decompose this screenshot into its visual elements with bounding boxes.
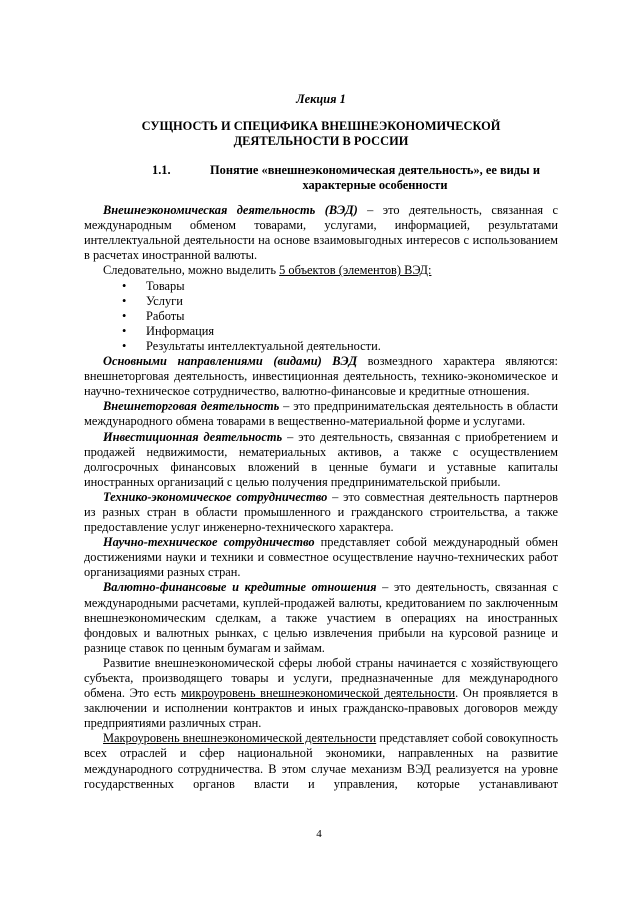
bullet-icon: •	[122, 338, 127, 353]
term-tech-economic: Технико-экономическое сотрудничество	[103, 489, 328, 504]
paragraph-text: представляет собой совокупность всех отраслей и сфер национальной экономики, направленных на развитие международного сотрудничества. В этом случае механизм ВЭД реализуется на уровне государственных органов власти и управления, которые устанавливают	[84, 731, 558, 791]
paragraph-investment	[84, 430, 558, 490]
paragraph-foreign-trade	[84, 399, 558, 429]
chapter-title-line-2: ДЕЯТЕЛЬНОСТИ В РОССИИ	[233, 134, 409, 149]
list-item	[84, 309, 558, 324]
list-item	[84, 279, 558, 294]
page-number: 4	[316, 828, 322, 840]
paragraph-macro-level	[84, 731, 558, 791]
paragraph-sci-tech	[84, 535, 558, 580]
paragraph-text: возмездного характера являются: внешнеторговая деятельность, инвестиционная деятельность, технико-экономическое и научно-техническое сотрудничество, валютно-финансовые и кредитные отношения.	[84, 354, 558, 399]
term-investment: Инвестиционная деятельность	[103, 429, 283, 444]
term-foreign-trade: Внешнеторговая деятельность	[103, 399, 280, 414]
term-directions: Основными направлениями (видами) ВЭД	[103, 354, 358, 369]
paragraph-text: . Он проявляется в заключении и исполнении контрактов и иных гражданско-правовых договоров между предприятиями различных стран.	[84, 686, 559, 731]
page-content	[84, 92, 558, 792]
section-title-line-1: Понятие «внешнеэкономическая деятельность», ее виды и	[210, 163, 540, 178]
underlined-macro-level: Макроуровень внешнеэкономической деятельности	[103, 731, 377, 746]
list-item	[84, 294, 558, 309]
paragraph-text: – это деятельность, связанная с международными расчетами, куплей-продажей валюты, кредитованием по заключенным внешнеэкономическим сделкам, а также участием в операциях на иностранных фондовых и валютных рынках, с целью извлечения прибыли на курсовой разнице и разнице ставок по ценным бумагам и займам.	[84, 580, 558, 655]
lecture-heading: Лекция 1	[296, 92, 346, 106]
bullet-icon: •	[122, 308, 127, 323]
list-item	[84, 324, 558, 339]
list-item-text: Работы	[146, 308, 185, 323]
term-currency-finance: Валютно-финансовые и кредитные отношения	[103, 580, 377, 595]
paragraph-text: – это деятельность, связанная с приобретением и продажей недвижимости, нематериальных активов, а также с осуществлением долгосрочных финансовых вложений в ценные бумаги и уставные капиталы иностранных организаций с целью получения предпринимательской прибыли.	[84, 429, 558, 489]
list-item-text: Информация	[146, 323, 215, 338]
paragraph-text: Следовательно, можно выделить	[103, 263, 280, 278]
paragraph-objects-intro	[84, 263, 558, 278]
section-title-line-2: характерные особенности	[302, 178, 448, 193]
paragraph-directions	[84, 354, 558, 399]
bullet-icon: •	[122, 278, 127, 293]
list-item	[84, 339, 558, 354]
paragraph-ved-definition	[84, 203, 558, 263]
chapter-title	[84, 119, 558, 149]
underlined-micro-level: микроуровень внешнеэкономической деятельности	[180, 686, 456, 701]
list-item-text: Услуги	[146, 293, 183, 308]
paragraph-text: – это предпринимательская деятельность в области международного обмена товарами в вещественно-материальной форме и услугами.	[84, 399, 558, 429]
section-title	[84, 163, 558, 193]
paragraph-text: представляет собой международный обмен достижениями науки и техники и совместное осуществление научно-технических работ организациями разных стран.	[84, 535, 558, 580]
paragraph-micro-level	[84, 656, 558, 731]
underlined-objects-phrase: 5 объектов (элементов) ВЭД:	[279, 263, 432, 278]
term-sci-tech: Научно-техническое сотрудничество	[103, 535, 315, 550]
list-item-text: Результаты интеллектуальной деятельности.	[146, 338, 381, 353]
objects-list	[84, 279, 558, 354]
paragraph-text: – это деятельность, связанная с международным обменом товарами, услугами, информацией, результатами интеллектуальной деятельности на основе взаимовыгодных интересов с использованием в расчетах иностранной валюты.	[84, 203, 558, 263]
term-ved: Внешнеэкономическая деятельность (ВЭД)	[103, 203, 358, 218]
bullet-icon: •	[122, 323, 127, 338]
bullet-icon: •	[122, 293, 127, 308]
list-item-text: Товары	[146, 278, 185, 293]
section-number: 1.1.	[152, 163, 171, 178]
paragraph-currency-finance	[84, 580, 558, 655]
paragraph-text: Развитие внешнеэкономической сферы любой страны начинается с хозяйствующего субъекта, производящего товары и услуги, предназначенные для международного обмена. Это есть	[84, 655, 558, 701]
paragraph-text: – это совместная деятельность партнеров из разных стран в области промышленного и гражданского строительства, а также предоставление услуг инженерно-технического характера.	[84, 489, 558, 535]
paragraph-tech-economic	[84, 490, 558, 535]
chapter-title-line-1: СУЩНОСТЬ И СПЕЦИФИКА ВНЕШНЕЭКОНОМИЧЕСКОЙ	[141, 119, 501, 134]
